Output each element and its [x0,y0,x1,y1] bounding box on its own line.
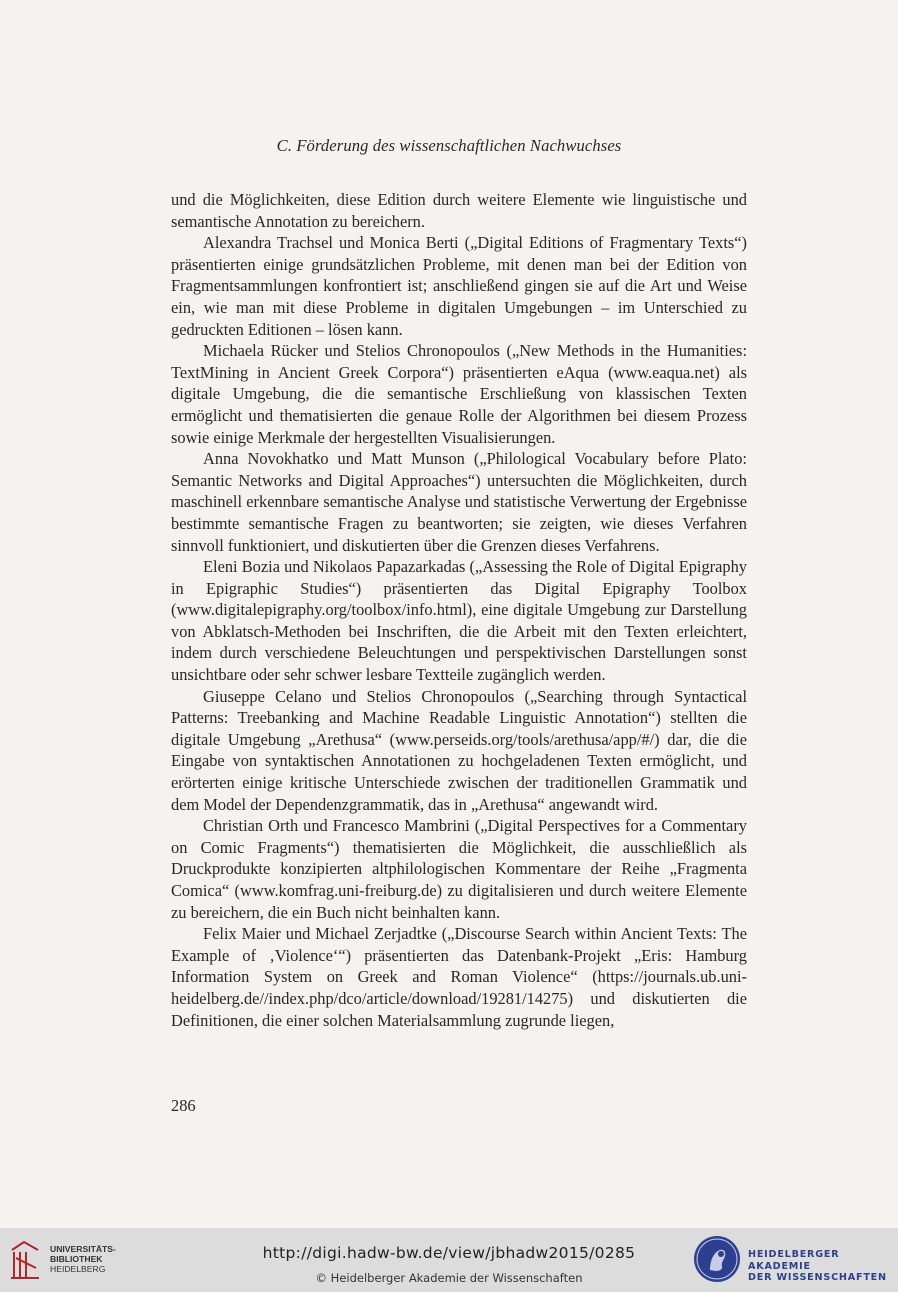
paragraph: Christian Orth und Francesco Mambrini („Digital Perspectives for a Commentary on Comic Fragments“) thematisierten die Möglichkeit, die ausschließlich als Druckprodukte konzipierten altphilologischen Kommentare der Reihe „Fragmenta Comica“ (www.komfrag.uni-freiburg.de) zu digitalisieren und durch weitere Elemente zu bereichern, die ein Buch nicht beinhalten kann. [171,816,747,922]
paragraph: Alexandra Trachsel und Monica Berti („Digital Editions of Fragmentary Texts“) präsentierten einige grundsätzlichen Probleme, mit denen man bei der Edition von Fragmentsammlungen konfrontiert ist; anschließend gingen sie auf die Art und Weise ein, wie man mit diese Probleme in digitalen Umgebungen – im Unterschied zu gedruckten Editionen – lösen kann. [171,233,747,339]
body-text [171,189,747,1031]
academy-seal-icon[interactable] [694,1236,740,1282]
university-library-name: UNIVERSITÄTS- BIBLIOTHEK HEIDELBERG [50,1244,116,1274]
paragraph: Anna Novokhatko und Matt Munson („Philological Vocabulary before Plato: Semantic Networks and Digital Approaches“) untersuchten die Möglichkeiten, durch maschinell erkennbare semantische Analyse und statistische Verwertung der Ergebnisse bestimmte semantische Fragen zu beantworten; sie zeigten, wie dieses Verfahren sinnvoll funktioniert, und diskutierten über die Grenzen dieses Verfahrens. [171,449,747,555]
page-number: 286 [171,1096,196,1115]
paragraph: Giuseppe Celano und Stelios Chronopoulos („Searching through Syntactical Patterns: Treebanking and Machine Readable Linguistic Annotation“) stellten die digitale Umgebung „Arethusa“ (www.perseids.org/tools/arethusa/app/#/) dar, die die Eingabe von syntaktischen Annotationen zu hochgeladenen Texten ermöglicht, und erörterten einige kritische Unterschiede zwischen der traditionellen Grammatik und dem Model der Dependenzgrammatik, das in „Arethusa“ angewandt wird. [171,686,747,814]
academy-name: HEIDELBERGER AKADEMIE DER WISSENSCHAFTEN [748,1249,887,1283]
permalink-url[interactable]: http://digi.hadw-bw.de/view/jbhadw2015/0285 [262,1244,636,1262]
paragraph: Michaela Rücker und Stelios Chronopoulos („New Methods in the Humanities: TextMining in Ancient Greek Corpora“) präsentierten eAqua (www.eaqua.net) als digitale Umgebung, die die semantische Erschließung von klassischen Texten ermöglicht und thematisierten die genaue Rolle der Algorithmen bei diesem Prozess sowie einige Merkmale der hergestellten Visualisierungen. [171,341,747,447]
paragraph: und die Möglichkeiten, diese Edition durch weitere Elemente wie linguistische und semantische Annotation zu bereichern. [171,190,747,231]
viewer-footer [0,1228,898,1292]
running-head: C. Förderung des wissenschaftlichen Nachwuchses [276,136,622,155]
paragraph: Felix Maier und Michael Zerjadtke („Discourse Search within Ancient Texts: The Example of ‚Violence‘“) präsentierten das Datenbank-Projekt „Eris: Hamburg Information System on Greek and Roman Violence“ (https://journals.ub.uni-heidelberg.de//index.php/dco/article/download/19281/14275) und diskutierten die Definitionen, die einer solchen Materialsammlung zugrunde liegen, [171,924,747,1030]
copyright-notice: © Heidelberger Akademie der Wissenschaften [315,1271,583,1285]
paragraph: Eleni Bozia und Nikolaos Papazarkadas („Assessing the Role of Digital Epigraphy in Epigraphic Studies“) präsentierten das Digital Epigraphy Toolbox (www.digitalepigraphy.org/toolbox/info.html), eine digitale Umgebung zur Darstellung von Abklatsch-Methoden bei Inschriften, die die Arbeit mit den Texten erleichtert, indem durch verschiedene Beleuchtungen und perspektivischen Darstellungen sonst unsichtbare oder sehr schwer lesbare Textteile zugänglich werden. [171,557,747,685]
